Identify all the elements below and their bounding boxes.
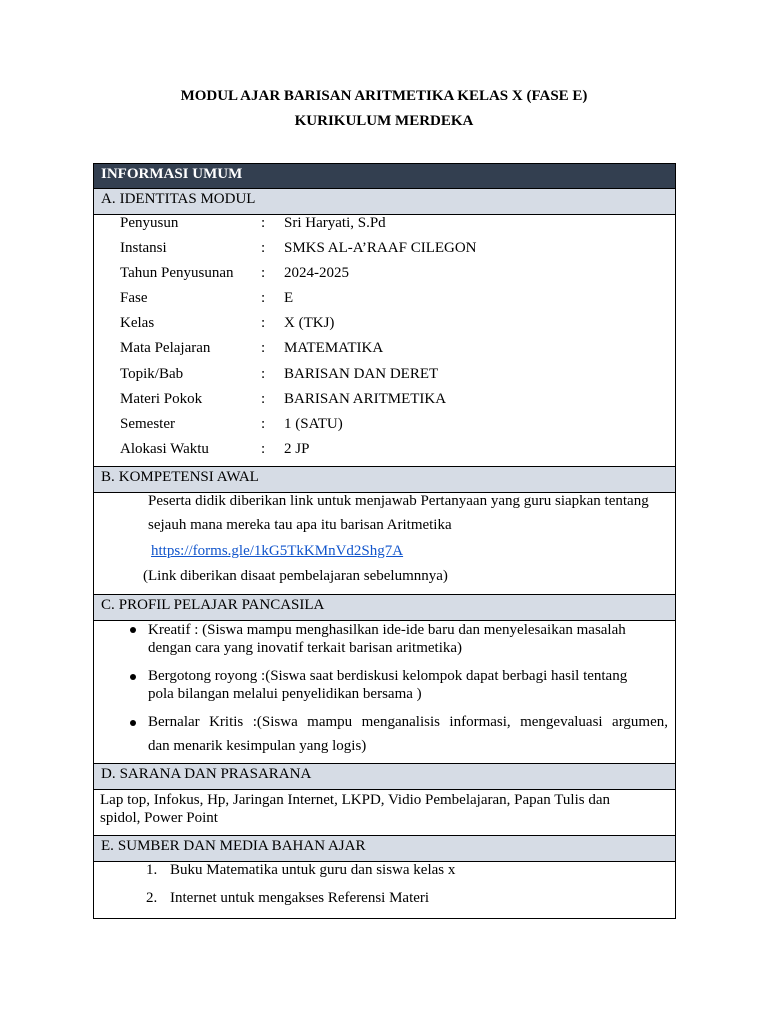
identitas-block xyxy=(94,215,675,467)
identitas-row xyxy=(94,240,677,260)
section-header-profil xyxy=(94,595,675,621)
sarana-line: Lap top, Infokus, Hp, Jaringan Internet, LKPD, Vidio Pembelajaran, Papan Tulis dan xyxy=(100,792,610,808)
section-header-identitas xyxy=(94,189,675,215)
identitas-row xyxy=(94,215,677,235)
info-table xyxy=(93,163,676,919)
identitas-colon: : xyxy=(261,265,266,281)
list-item-line: Bergotong royong :(Siswa saat berdiskusi kelompok dapat berbagi hasil tentang xyxy=(148,668,628,684)
identitas-row xyxy=(94,340,677,360)
section-letter: C. xyxy=(101,597,115,613)
list-number: 1. xyxy=(146,862,158,878)
identitas-colon: : xyxy=(261,340,266,356)
identitas-value: 1 (SATU) xyxy=(284,416,343,432)
identitas-row xyxy=(94,391,677,411)
identitas-label: Topik/Bab xyxy=(120,366,184,382)
identitas-value: MATEMATIKA xyxy=(284,340,384,356)
identitas-row xyxy=(94,315,677,335)
bullet-icon xyxy=(130,627,136,633)
section-title: SUMBER DAN MEDIA BAHAN AJAR xyxy=(117,838,366,854)
list-item: Buku Matematika untuk guru dan siswa kelas x xyxy=(170,862,456,878)
identitas-value: E xyxy=(284,290,294,306)
identitas-label: Alokasi Waktu xyxy=(120,441,209,457)
identitas-label: Semester xyxy=(120,416,175,432)
section-letter: E. xyxy=(101,838,114,854)
identitas-colon: : xyxy=(261,416,266,432)
identitas-row xyxy=(94,366,677,386)
kompetensi-text: Peserta didik diberikan link untuk menjawab Pertanyaan yang guru siapkan tentang xyxy=(148,493,649,509)
identitas-row xyxy=(94,290,677,310)
identitas-label: Mata Pelajaran xyxy=(120,340,211,356)
identitas-colon: : xyxy=(261,315,266,331)
list-item-line: Bernalar Kritis :(Siswa mampu menganalisis informasi, mengevaluasi argumen, xyxy=(148,714,668,730)
identitas-row xyxy=(94,265,677,285)
identitas-value: X (TKJ) xyxy=(284,315,335,331)
kompetensi-note: (Link diberikan disaat pembelajaran sebelumnnya) xyxy=(143,568,448,584)
identitas-value: Sri Haryati, S.Pd xyxy=(284,215,386,231)
sarana-block xyxy=(94,790,675,836)
identitas-colon: : xyxy=(261,290,266,306)
list-item xyxy=(148,667,668,703)
kompetensi-text: sejauh mana mereka tau apa itu barisan Aritmetika xyxy=(148,517,452,533)
identitas-label: Fase xyxy=(120,290,148,306)
section-header-kompetensi xyxy=(94,467,675,493)
form-link[interactable]: https://forms.gle/1kG5TkKMnVd2Shg7A xyxy=(151,543,404,559)
section-letter: B. xyxy=(101,469,115,485)
identitas-colon: : xyxy=(261,240,266,256)
list-item-line: dan menarik kesimpulan yang logis) xyxy=(148,738,367,754)
identitas-colon: : xyxy=(261,391,266,407)
section-header-sarana xyxy=(94,764,675,790)
section-letter: A. xyxy=(101,191,116,207)
sarana-text xyxy=(100,791,660,827)
list-item xyxy=(148,713,668,755)
list-item: Internet untuk mengakses Referensi Materi xyxy=(170,890,430,906)
list-item-line: dengan cara yang inovatif terkait barisan aritmetika) xyxy=(148,640,463,656)
section-title: SARANA DAN PRASARANA xyxy=(119,766,312,782)
list-item xyxy=(148,621,668,657)
identitas-value: 2 JP xyxy=(284,441,310,457)
identitas-row xyxy=(94,441,677,461)
section-letter: D. xyxy=(101,766,116,782)
identitas-value: BARISAN ARITMETIKA xyxy=(284,391,447,407)
bullet-icon xyxy=(130,674,136,680)
section-header-sumber xyxy=(94,836,675,862)
identitas-label: Tahun Penyusunan xyxy=(120,265,234,281)
identitas-colon: : xyxy=(261,215,266,231)
section-title: IDENTITAS MODUL xyxy=(119,191,256,207)
identitas-label: Penyusun xyxy=(120,215,179,231)
list-item-line: Kreatif : (Siswa mampu menghasilkan ide-ide baru dan menyelesaikan masalah xyxy=(148,622,626,638)
section-title: PROFIL PELAJAR PANCASILA xyxy=(118,597,325,613)
sarana-line: spidol, Power Point xyxy=(100,810,218,826)
identitas-colon: : xyxy=(261,366,266,382)
sumber-block xyxy=(94,862,675,918)
identitas-label: Kelas xyxy=(120,315,155,331)
list-number: 2. xyxy=(146,890,158,906)
identitas-row xyxy=(94,416,677,436)
identitas-value: BARISAN DAN DERET xyxy=(284,366,439,382)
section-title: KOMPETENSI AWAL xyxy=(118,469,259,485)
identitas-label: Instansi xyxy=(120,240,167,256)
identitas-value: 2024-2025 xyxy=(284,265,349,281)
document-subtitle: KURIKULUM MERDEKA xyxy=(294,113,474,129)
kompetensi-block xyxy=(94,493,675,595)
profil-block xyxy=(94,621,675,764)
document-title: MODUL AJAR BARISAN ARITMETIKA KELAS X (FASE E) xyxy=(180,88,588,104)
identitas-label: Materi Pokok xyxy=(120,391,203,407)
identitas-value: SMKS AL-A’RAAF CILEGON xyxy=(284,240,477,256)
table-header: INFORMASI UMUM xyxy=(94,164,675,189)
list-item-line: pola bilangan melalui penyelidikan bersama ) xyxy=(148,686,422,702)
bullet-icon xyxy=(130,720,136,726)
identitas-colon: : xyxy=(261,441,266,457)
